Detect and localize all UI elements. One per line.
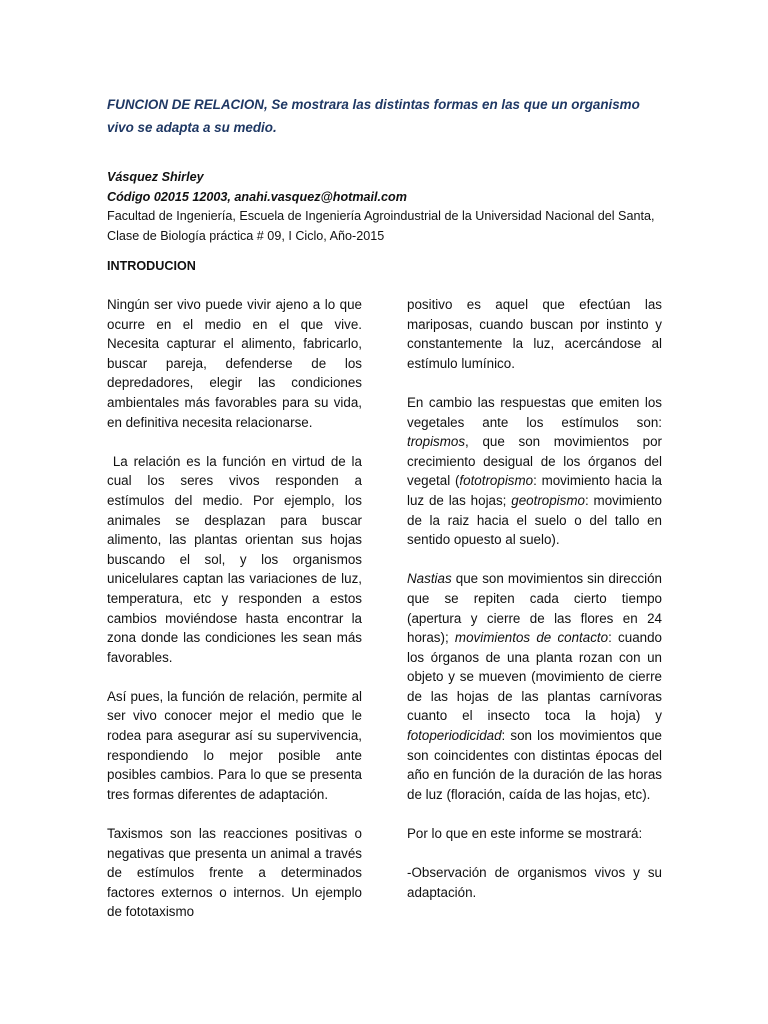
term-fototropismo: fototropismo [459, 473, 534, 489]
term-fotoperiodicidad: fotoperiodicidad [407, 728, 502, 744]
paragraph: Por lo que en este informe se mostrará: [407, 826, 643, 842]
author-affiliation: Facultad de Ingeniería, Escuela de Ingeniería Agroindustrial de la Universidad Nacional del Santa, [107, 209, 655, 223]
paragraph: Así pues, la función de relación, permite al ser vivo conocer mejor el medio que le rodea para asegurar así su supervivencia, respondiendo lo mejor posible ante posibles cambios. Para lo que se presenta tres formas diferentes de adaptación. [107, 688, 362, 802]
paragraph: positivo es aquel que efectúan las mariposas, cuando buscan por instinto y constantemente la luz, acercándose al estímulo lumínico. [407, 297, 662, 371]
document-title: FUNCION DE RELACION, Se mostrara las distintas formas en las que un organismo vivo se adapta a su medio. [107, 97, 640, 135]
text-run: : cuando los órganos de una planta rozan con un objeto y se mueven (movimiento de cierre de las hojas de las plantas carnívoras cuanto el insecto toca la hoja) y [407, 630, 662, 724]
author-code-email: Código 02015 12003, anahi.vasquez@hotmail.com [107, 189, 407, 204]
paragraph: La relación es la función en virtud de la cual los seres vivos responden a estímulos del medio. Por ejemplo, los animales se desplazan para buscar alimento, las plantas orientan sus hojas buscando el sol, y los organismos unicelulares captan las variaciones de luz, temperatura, etc y responden a estos cambios moviéndose hasta encontrar la zona donde las condiciones les sean más favorables. [107, 453, 366, 665]
term-geotropismo: geotropismo [511, 492, 585, 508]
author-course: Clase de Biología práctica # 09, I Ciclo, Año-2015 [107, 228, 385, 243]
section-heading-introduction: INTRODUCION [107, 259, 196, 273]
paragraph: Taxismos son las reacciones positivas o negativas que presenta un animal a través de estímulos frente a determinados factores externos o internos. Un ejemplo de fototaxismo [107, 826, 362, 920]
text-run: : son los movimientos que son coincidentes con distintas épocas del año en función de la duración de las horas de luz (floración, caída de las hojas, etc). [407, 728, 662, 802]
text-run: , que son movimientos por crecimiento desigual de los órganos del vegetal ( [407, 434, 662, 489]
author-block [107, 168, 687, 246]
text-run: que son movimientos sin dirección que se repiten cada cierto tiempo (apertura y cierre de las flores en 24 horas); [407, 571, 662, 646]
text-run: : movimiento hacia la luz de las hojas; [407, 473, 663, 508]
paragraph: -Observación de organismos vivos y su adaptación. [407, 865, 662, 900]
term-tropismos: tropismos [407, 434, 466, 450]
term-movimientos-de-contacto: movimientos de contacto [454, 630, 609, 646]
left-column [107, 295, 366, 922]
paragraph-nastias [407, 569, 662, 804]
right-column [407, 295, 662, 902]
term-nastias: Nastias [407, 571, 452, 587]
paragraph-tropismos [407, 393, 662, 550]
text-run: : movimiento de la raiz hacia el suelo o del tallo en sentido opuesto al suelo). [407, 492, 663, 548]
paragraph: Ningún ser vivo puede vivir ajeno a lo que ocurre en el medio en el que vive. Necesita capturar el alimento, fabricarlo, buscar pareja, defenderse de los depredadores, elegir las condiciones ambientales más favorables para su vida, en definitiva necesita relacionarse. [107, 297, 362, 430]
author-name: Vásquez Shirley [107, 170, 204, 184]
text-run: En cambio las respuestas que emiten los vegetales ante los estímulos son: [407, 394, 662, 430]
